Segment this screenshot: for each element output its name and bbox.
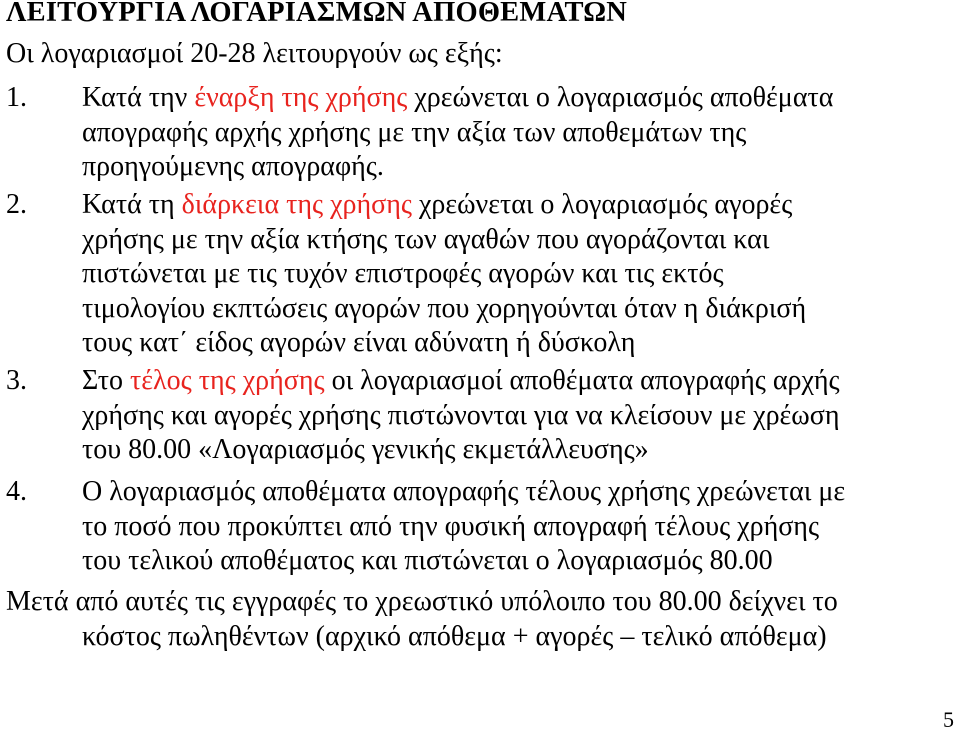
- item-line: πιστώνεται με τις τυχόν επιστροφές αγορών και τις εκτός: [82, 258, 724, 289]
- item-text: χρεώνεται ο λογαριασμός αγορές: [411, 189, 793, 220]
- page-number: 5: [943, 707, 954, 732]
- item-number: 2.: [6, 189, 27, 220]
- item-line: χρήσης με την αξία κτήσης των αγαθών που αγοράζονται και: [82, 223, 770, 255]
- item-line: τιμολογίου εκπτώσεις αγορών που χορηγούνται όταν η διάκρισή: [82, 292, 807, 324]
- closing-paragraph: [6, 584, 838, 654]
- item-line: το ποσό που προκύπτει από την φυσική απογραφή τέλους χρήσης: [82, 510, 820, 542]
- item-line: [82, 81, 956, 116]
- item-body: [82, 364, 956, 468]
- item-number: 1.: [6, 82, 27, 113]
- item-line: τους κατ΄ είδος αγορών είναι αδύνατη ή δύσκολη: [82, 327, 636, 358]
- item-line: του 80.00 «Λογαριασμός γενικής εκμετάλλευσης»: [82, 434, 649, 465]
- item-line: απογραφής αρχής χρήσης με την αξία των αποθεμάτων της: [82, 116, 747, 148]
- item-line: [82, 475, 956, 510]
- item-text: Ο λογαριασμός αποθέματα απογραφής τέλους χρήσης χρεώνεται με: [82, 476, 846, 507]
- item-number: 3.: [6, 365, 27, 396]
- list-item-2: [6, 188, 956, 361]
- item-line: προηγούμενης απογραφής.: [82, 151, 384, 182]
- closing-line: Μετά από αυτές τις εγγραφές το χρεωστικό υπόλοιπο του 80.00 δείχνει το: [6, 586, 838, 617]
- slide-title: ΛΕΙΤΟΥΡΓΙΑ ΛΟΓΑΡΙΑΣΜΩΝ ΑΠΟΘΕΜΑΤΩΝ: [6, 0, 628, 28]
- item-body: [82, 475, 956, 579]
- item-line: χρήσης και αγορές χρήσης πιστώνονται για να κλείσουν με χρέωση: [82, 399, 840, 431]
- item-number: 4.: [6, 476, 27, 507]
- item-body: [82, 188, 956, 361]
- item-body: [82, 81, 956, 185]
- list-item-1: [6, 81, 956, 185]
- highlighted-phrase: έναρξη της χρήσης: [194, 82, 408, 113]
- highlighted-phrase: διάρκεια της χρήσης: [181, 189, 412, 220]
- item-line: του τελικού αποθέματος και πιστώνεται ο λογαριασμός 80.00: [82, 545, 773, 576]
- item-line: [82, 188, 956, 223]
- item-text: Κατά τη: [82, 189, 182, 220]
- item-text: Κατά την: [82, 82, 195, 113]
- item-line: [82, 364, 956, 399]
- closing-line: κόστος πωληθέντων (αρχικό απόθεμα + αγορές – τελικό απόθεμα): [82, 621, 827, 652]
- list-item-4: [6, 475, 956, 579]
- item-text: χρεώνεται ο λογαριασμός αποθέματα: [407, 82, 834, 113]
- intro-text: Οι λογαριασμοί 20-28 λειτουργούν ως εξής:: [6, 38, 503, 69]
- item-text: Στο: [82, 365, 131, 396]
- highlighted-phrase: τέλος της χρήσης: [130, 365, 325, 396]
- item-text: οι λογαριασμοί αποθέματα απογραφής αρχής: [324, 365, 840, 396]
- list-item-3: [6, 364, 956, 468]
